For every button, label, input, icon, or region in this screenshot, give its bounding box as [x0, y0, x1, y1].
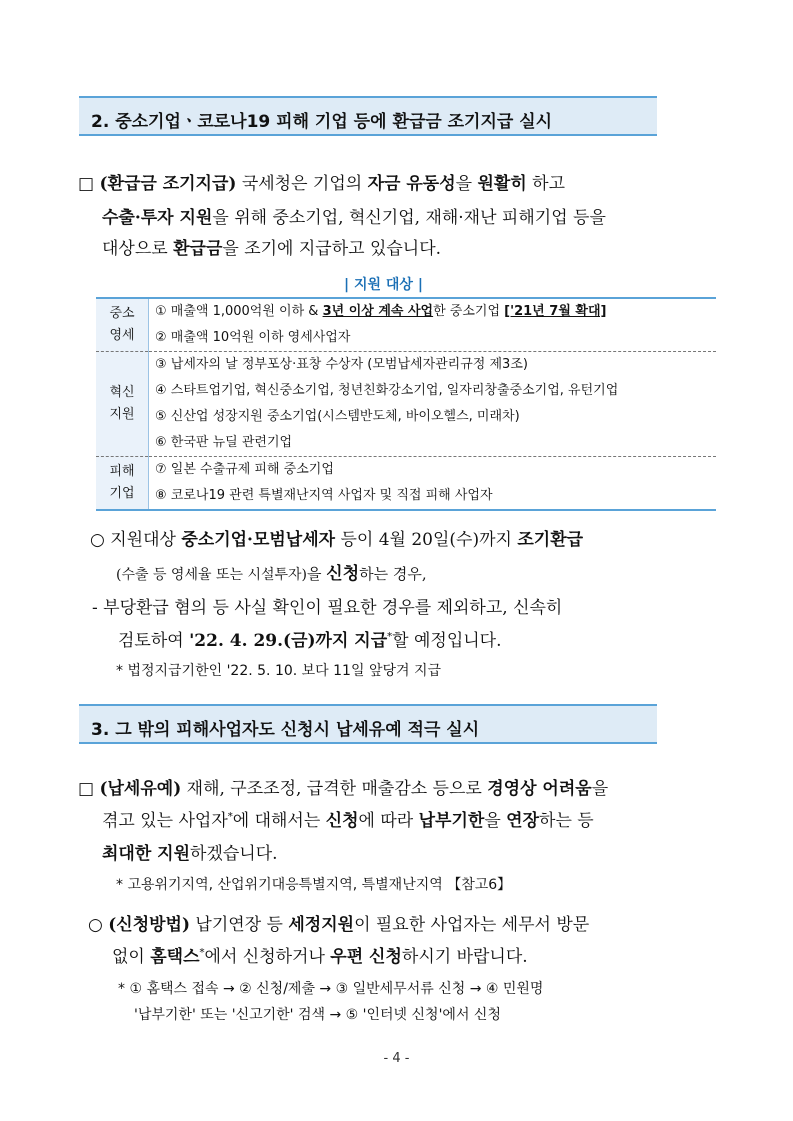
keyword: 수출·투자 지원 [102, 208, 213, 228]
text: (수출 등 영세율 또는 시설투자) [116, 567, 308, 583]
table-cell: ③ 납세자의 날 정부포상·표창 수상자 (모범납세자관리규정 제3조) [149, 352, 717, 379]
text: 하겠습니다. [190, 844, 278, 864]
s3-note2-line2: '납부기한' 또는 '신고기한' 검색 → ⑤ '인터넷 신청'에서 신청 [134, 1007, 501, 1023]
text: 할 예정입니다. [392, 631, 502, 651]
keyword: 조기환급 [517, 530, 584, 550]
s3-note1: * 고용위기지역, 산업위기대응특별지역, 특별재난지역 【참고6】 [116, 877, 512, 893]
text: 없이 [112, 947, 151, 967]
table-cell: ⑧ 코로나19 관련 특별재난지역 사업자 및 직접 피해 사업자 [155, 488, 493, 503]
table-row [96, 352, 716, 379]
text: 하는 경우, [359, 565, 427, 583]
keyword: 홈택스 [150, 947, 200, 967]
footnote-mark: * [199, 947, 205, 959]
keyword: 경영상 어려움 [487, 779, 592, 799]
keyword: 중소기업·모범납세자 [181, 530, 336, 550]
checkbox-bullet: □ [78, 779, 100, 799]
text: ○ 지원대상 [90, 530, 182, 550]
s3-para1-line1 [78, 774, 608, 799]
category-damage [96, 457, 149, 511]
keyword: (납세유예) [99, 779, 182, 799]
text: 국세청은 기업의 [236, 174, 368, 194]
table-cell: ② 매출액 10억원 이하 영세사업자 [155, 330, 351, 345]
table-row [96, 457, 716, 484]
text: 을 [307, 565, 327, 583]
section-2-title: 2. 중소기업ㆍ코로나19 피해 기업 등에 환급금 조기지급 실시 [91, 112, 553, 132]
category-sme [96, 298, 149, 352]
text: 에 대해서는 [232, 811, 326, 831]
text: 을 [484, 811, 507, 831]
s2-para1-line3 [102, 234, 441, 259]
category-label: 혁신 지원 [109, 385, 135, 422]
text: 납기연장 등 [190, 915, 289, 935]
text: 을 [591, 779, 609, 799]
section-3-title: 3. 그 밖의 피해사업자도 신청시 납세유예 적극 실시 [91, 720, 480, 740]
text: 하는 등 [539, 811, 594, 831]
page-number: - 4 - [383, 1051, 410, 1066]
keyword: 자금 유동성 [367, 174, 456, 194]
s3-para1-line3 [102, 839, 278, 864]
s3-para2-line1 [88, 910, 589, 935]
footnote-mark: * [387, 631, 393, 643]
s2-para1-line1 [78, 169, 565, 194]
keyword: 연장 [506, 811, 540, 831]
text: 검토하여 [118, 631, 190, 651]
s3-note2-line1: * ① 홈택스 접속 → ② 신청/제출 → ③ 일반세무서류 신청 → ④ 민원명 [118, 981, 544, 997]
keyword: (환급금 조기지급) [99, 174, 237, 194]
s3-para1-line2 [102, 806, 594, 831]
category-innovation [96, 352, 149, 457]
table-cell [149, 298, 717, 325]
table-row [96, 404, 716, 430]
table-row [96, 378, 716, 404]
text: 이 필요한 사업자는 세무서 방문 [354, 915, 590, 935]
checkbox-bullet: □ [78, 174, 100, 194]
text: 을 위해 중소기업, 혁신기업, 재해·재난 피해기업 등을 [212, 208, 606, 228]
footnote-mark: * [227, 811, 233, 823]
text: 하시기 바랍니다. [401, 947, 528, 967]
s2-note: * 법정지급기한인 '22. 5. 10. 보다 11일 앞당겨 지급 [116, 663, 442, 679]
keyword: '22. 4. 29.(금)까지 지급 [189, 631, 388, 651]
keyword: 최대한 지원 [102, 844, 191, 864]
keyword: (신청방법) [108, 915, 191, 935]
keyword: 세정지원 [288, 915, 355, 935]
text: 에 따라 [358, 811, 419, 831]
table-row [96, 325, 716, 352]
text: 등이 4월 20일(수)까지 [335, 530, 518, 550]
table-row [96, 483, 716, 510]
keyword: 환급금 [173, 239, 223, 259]
section-3-heading [79, 704, 657, 744]
table-cell: ⑥ 한국판 뉴딜 관련기업 [155, 435, 293, 450]
s2-para2-line1 [90, 525, 583, 550]
table-row [96, 430, 716, 457]
text: 에서 신청하거나 [204, 947, 331, 967]
text: 한 중소기업 [433, 304, 505, 319]
keyword: 납부기한 [418, 811, 485, 831]
table-cell: ⑤ 신산업 성장지원 중소기업(시스템반도체, 바이오헬스, 미래차) [155, 409, 520, 424]
text: 하고 [526, 174, 565, 194]
keyword: ['21년 7월 확대] [504, 304, 607, 319]
s2-para1-line2 [102, 203, 606, 228]
text: 대상으로 [102, 239, 174, 259]
s2-para3-line2 [118, 626, 502, 651]
keyword: 원활히 [477, 174, 527, 194]
section-2-heading [79, 96, 657, 136]
text: ① 매출액 1,000억원 이하 & [155, 304, 323, 319]
category-label: 중소 영세 [109, 306, 135, 343]
text: 을 [455, 174, 478, 194]
keyword: 신청 [325, 811, 359, 831]
keyword: 신청 [326, 564, 360, 584]
keyword: 우편 신청 [330, 947, 402, 967]
s2-para3-line1: - 부당환급 혐의 등 사실 확인이 필요한 경우를 제외하고, 신속히 [92, 598, 563, 618]
s3-para2-line2 [112, 942, 528, 967]
category-label: 피해 기업 [109, 464, 135, 501]
s2-para2-line2 [116, 559, 427, 584]
text: 재해, 구조조정, 급격한 매출감소 등으로 [181, 779, 488, 799]
support-target-table [96, 297, 716, 511]
support-table-title: | 지원 대상 | [344, 277, 423, 293]
table-cell: ④ 스타트업기업, 혁신중소기업, 청년친화강소기업, 일자리창출중소기업, 유턴기업 [155, 383, 619, 398]
text: ○ [88, 915, 109, 935]
text: 을 조기에 지급하고 있습니다. [222, 239, 442, 259]
table-row [96, 298, 716, 325]
keyword: 3년 이상 계속 사업 [322, 304, 434, 319]
table-cell: ⑦ 일본 수출규제 피해 중소기업 [149, 457, 717, 484]
text: 겪고 있는 사업자 [102, 811, 228, 831]
